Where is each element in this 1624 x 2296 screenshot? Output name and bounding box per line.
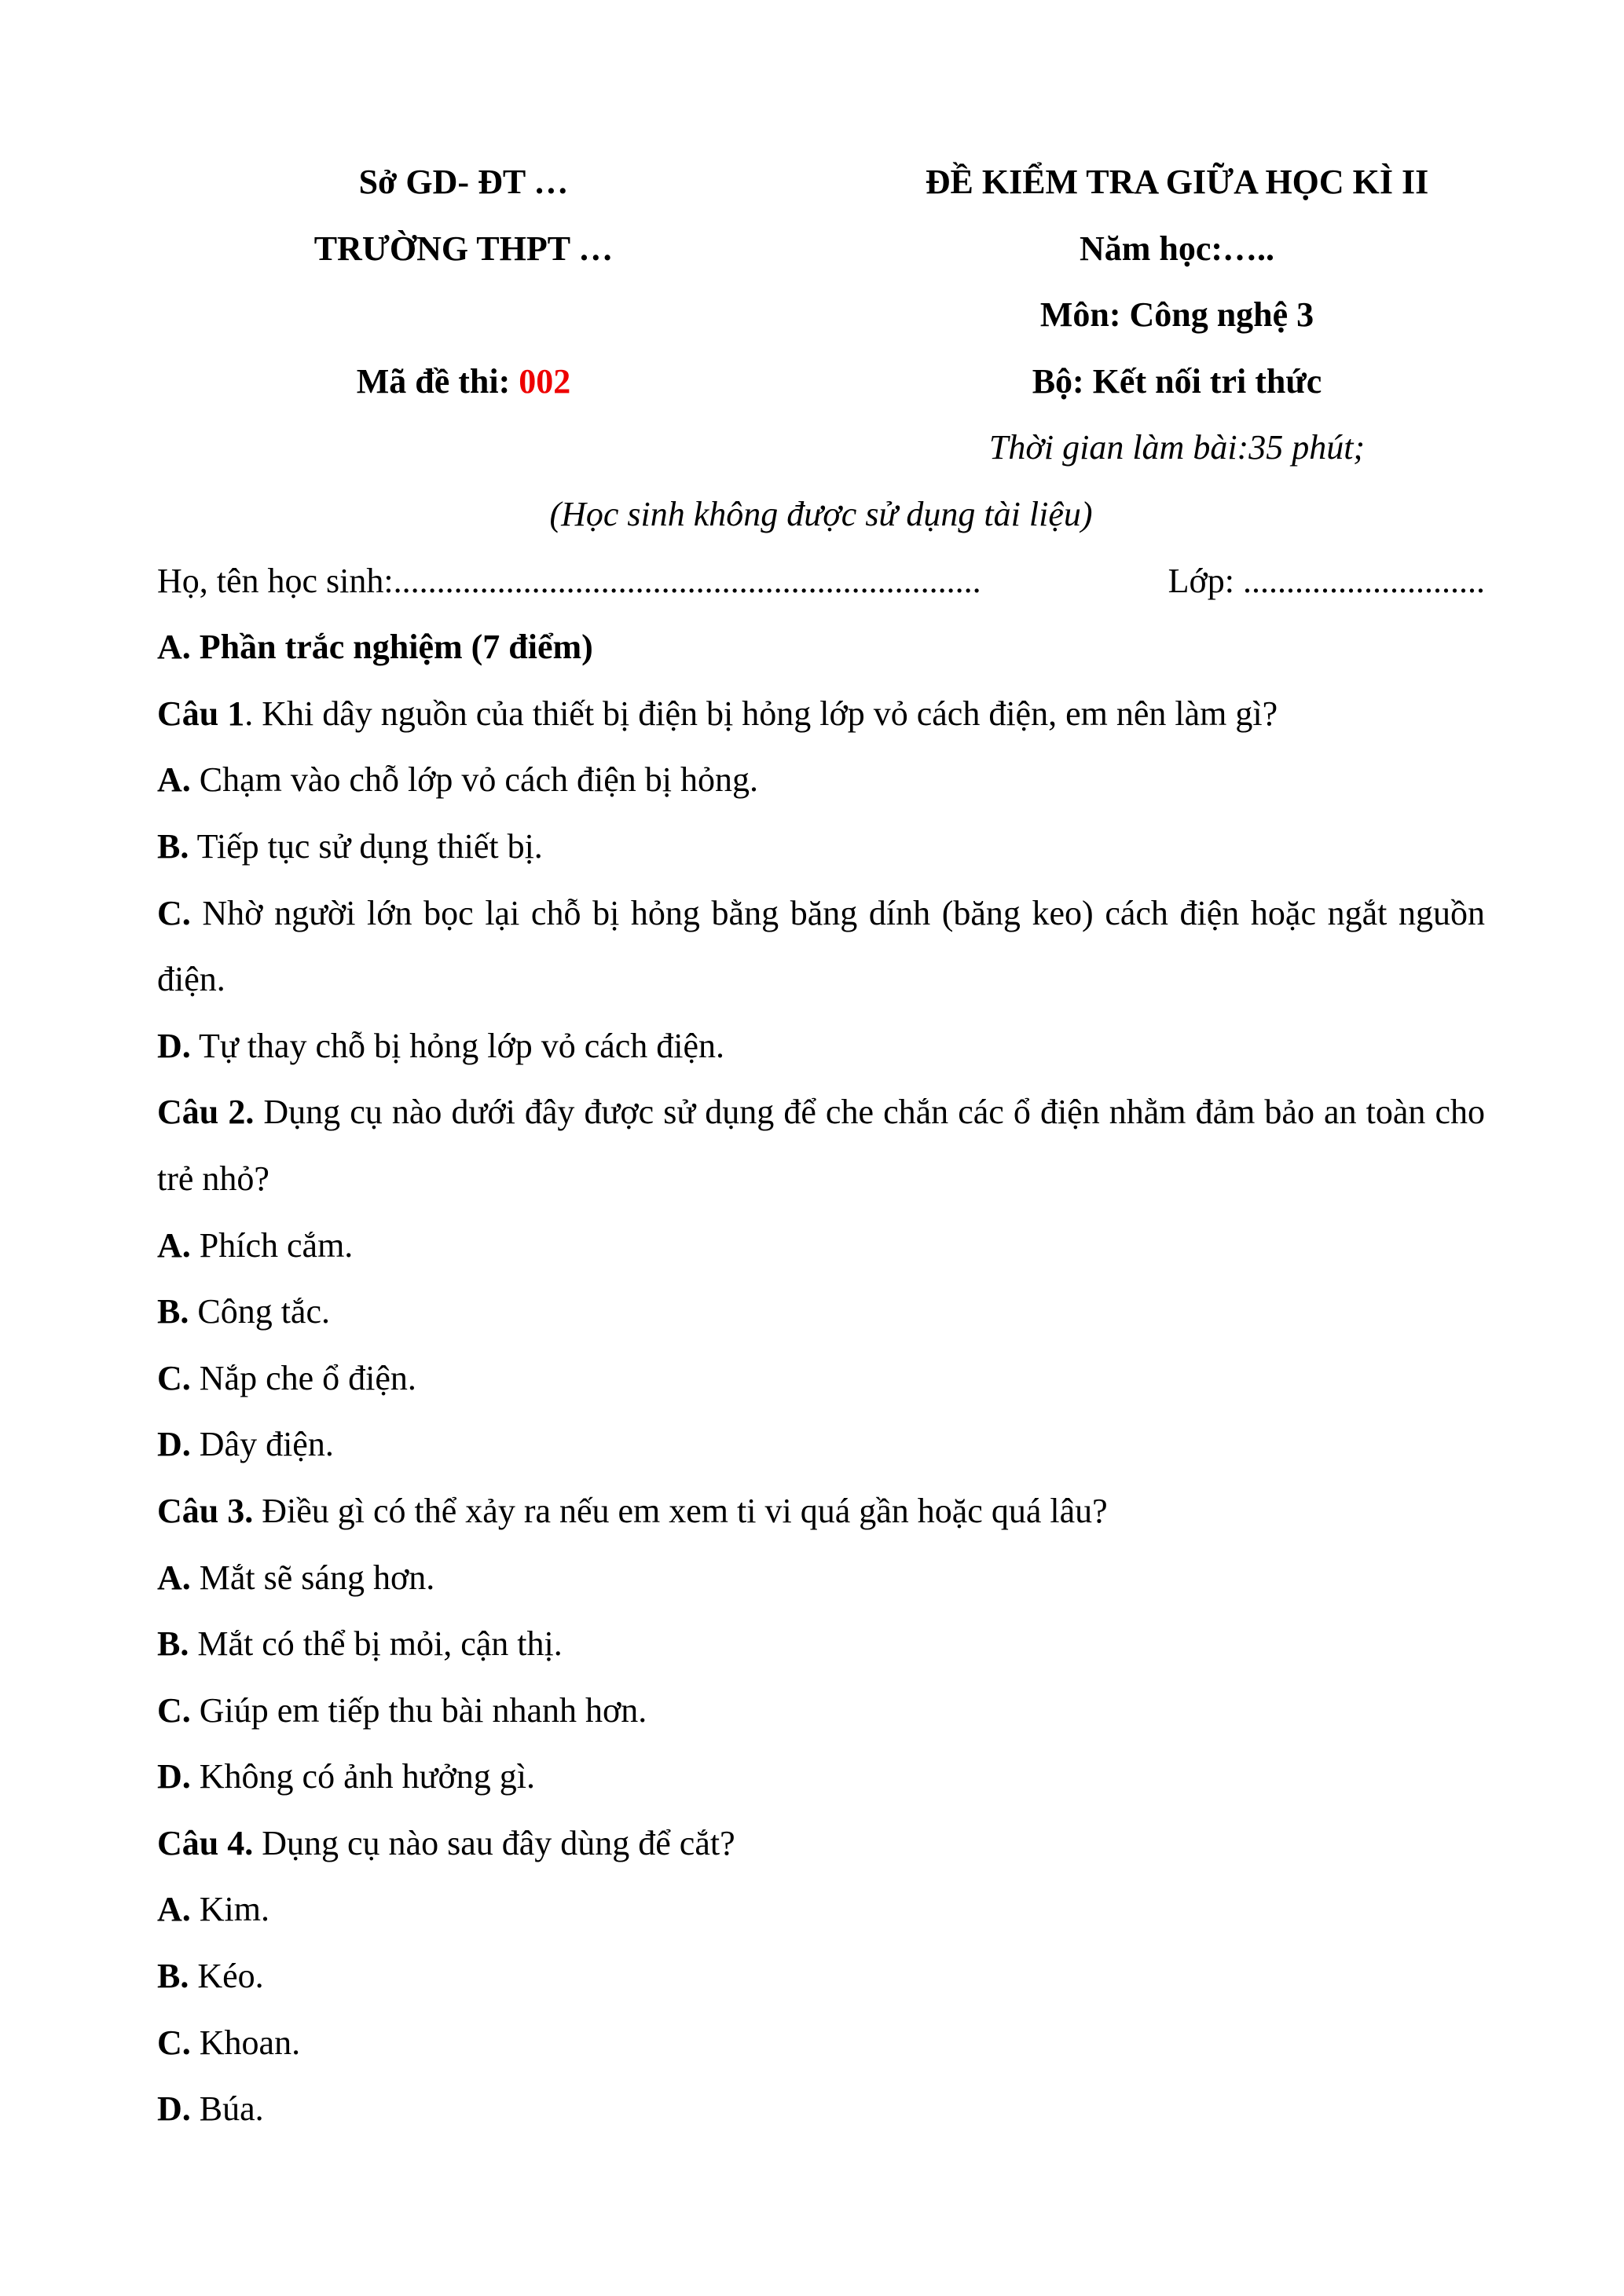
answer-option — [157, 881, 1485, 1013]
option-text: Giúp em tiếp thu bài nhanh hơn. — [190, 1690, 647, 1730]
option-letter: C. — [157, 893, 191, 932]
option-text: Công tắc. — [189, 1292, 330, 1331]
option-text: Phích cắm. — [190, 1225, 354, 1265]
option-letter: A. — [157, 1225, 191, 1265]
question-text: Dụng cụ nào sau đây dùng để cắt? — [253, 1823, 735, 1862]
question-label: Câu 2. — [157, 1093, 255, 1132]
question-list — [157, 681, 1485, 2143]
department: Sở GD- ĐT … — [358, 163, 569, 201]
answer-option — [157, 1279, 1485, 1346]
question-text: . Khi dây nguồn của thiết bị điện bị hỏng lớp vỏ cách điện, em nên làm gì? — [244, 694, 1278, 733]
answer-option — [157, 1678, 1485, 1745]
option-text: Chạm vào chỗ lớp vỏ cách điện bị hỏng. — [190, 760, 758, 800]
option-text: Khoan. — [190, 2023, 301, 2062]
option-text: Búa. — [190, 2089, 264, 2129]
school-name: TRƯỜNG THPT … — [313, 229, 614, 268]
header-left — [157, 149, 770, 415]
option-text: Mắt sẽ sáng hơn. — [190, 1558, 435, 1597]
answer-option — [157, 2010, 1485, 2077]
question-label: Câu 4. — [157, 1823, 254, 1862]
student-info-line — [157, 548, 1485, 615]
question-2 — [157, 1079, 1485, 1212]
option-letter: D. — [157, 1757, 191, 1796]
answer-option — [157, 2076, 1485, 2143]
option-letter: A. — [157, 1558, 191, 1597]
option-letter: C. — [157, 1690, 191, 1730]
option-letter: A. — [157, 1890, 191, 1929]
exam-title: ĐỀ KIỂM TRA GIỮA HỌC KÌ II — [925, 163, 1429, 201]
option-letter: D. — [157, 1425, 191, 1464]
exam-body — [157, 482, 1485, 2143]
answer-option — [157, 1611, 1485, 1678]
question-1 — [157, 681, 1485, 748]
option-letter: D. — [157, 2089, 191, 2129]
exam-code-value: 002 — [519, 361, 571, 401]
section-heading: A. Phần trắc nghiệm (7 điểm) — [157, 628, 593, 667]
option-letter: C. — [157, 1358, 191, 1397]
exam-code — [157, 349, 770, 416]
option-letter: B. — [157, 1957, 189, 1996]
option-letter: B. — [157, 826, 189, 866]
exam-code-label: Mã đề thi: — [356, 361, 519, 401]
option-letter: D. — [157, 1026, 191, 1065]
question-label: Câu 1 — [157, 694, 245, 733]
answer-option — [157, 1013, 1485, 1080]
answer-option — [157, 1412, 1485, 1478]
option-text: Kim. — [190, 1890, 270, 1929]
option-text: Mắt có thể bị mỏi, cận thị. — [189, 1624, 563, 1664]
time-limit: Thời gian làm bài:35 phút; — [988, 428, 1366, 467]
textbook-series: Bộ: Kết nối tri thức — [1032, 361, 1322, 401]
student-class-field: Lớp: ............................ — [1168, 561, 1485, 600]
option-letter: A. — [157, 760, 191, 800]
question-text: Dụng cụ nào dưới đây được sử dụng để che chắn các ổ điện nhằm đảm bảo an toàn cho trẻ nhỏ? — [157, 1093, 1486, 1198]
exam-note: (Học sinh không được sử dụng tài liệu) — [549, 495, 1093, 533]
answer-option — [157, 747, 1485, 814]
option-text: Kéo. — [189, 1957, 264, 1996]
answer-option — [157, 1545, 1485, 1612]
option-text: Nắp che ổ điện. — [190, 1358, 416, 1397]
question-3 — [157, 1478, 1485, 1545]
subject: Môn: Công nghệ 3 — [1039, 295, 1314, 335]
answer-option — [157, 1877, 1485, 1943]
question-text: Điều gì có thể xảy ra nếu em xem ti vi quá gần hoặc quá lâu? — [253, 1491, 1108, 1530]
question-4 — [157, 1811, 1485, 1877]
option-text: Nhờ người lớn bọc lại chỗ bị hỏng bằng băng dính (băng keo) cách điện hoặc ngắt nguồn điện. — [157, 893, 1485, 999]
answer-option — [157, 1213, 1485, 1280]
header-right — [786, 149, 1568, 482]
option-letter: B. — [157, 1292, 189, 1331]
answer-option — [157, 814, 1485, 881]
option-text: Dây điện. — [190, 1425, 334, 1464]
answer-option — [157, 1943, 1485, 2010]
option-letter: B. — [157, 1624, 189, 1664]
answer-option — [157, 1346, 1485, 1412]
option-text: Tự thay chỗ bị hỏng lớp vỏ cách điện. — [190, 1026, 725, 1065]
option-text: Không có ảnh hưởng gì. — [190, 1757, 535, 1796]
student-name-field: Họ, tên học sinh:.................................................................... — [157, 561, 981, 600]
question-label: Câu 3. — [157, 1491, 254, 1530]
answer-option — [157, 1744, 1485, 1811]
option-text: Tiếp tục sử dụng thiết bị. — [189, 826, 543, 866]
option-letter: C. — [157, 2023, 191, 2062]
school-year: Năm học:….. — [1079, 229, 1275, 268]
